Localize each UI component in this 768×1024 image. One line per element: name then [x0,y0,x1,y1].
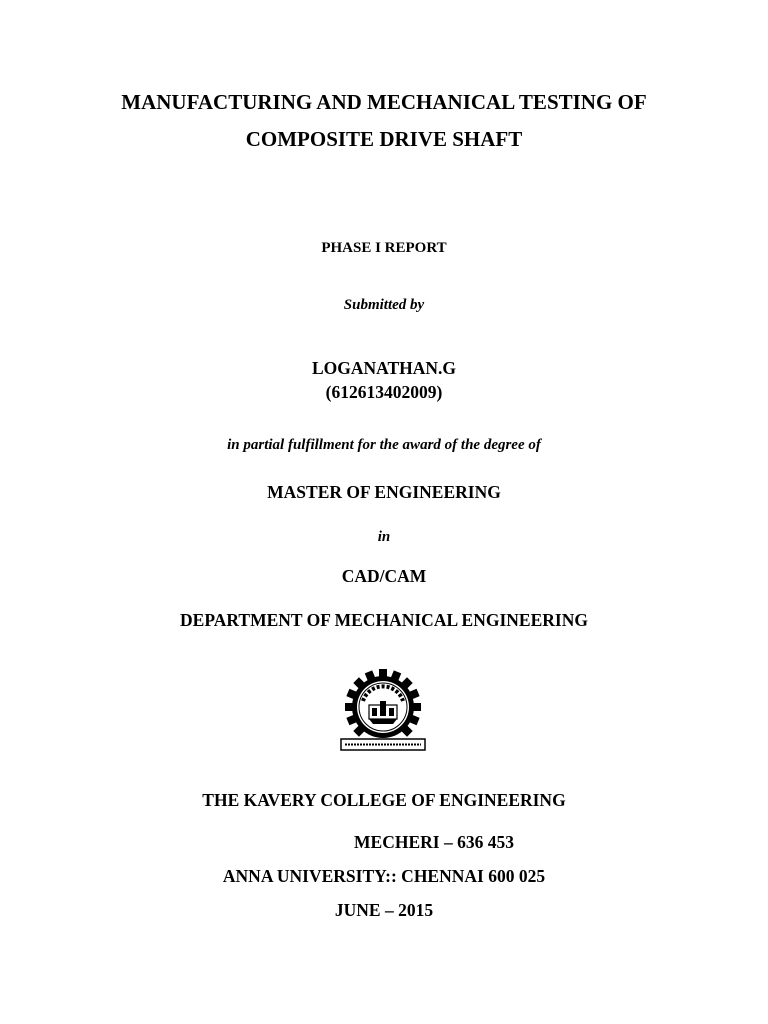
college-name: THE KAVERY COLLEGE OF ENGINEERING [202,790,566,810]
submitted-by-label: Submitted by [343,297,425,313]
university-emblem-icon [333,669,433,753]
report-type: PHASE I REPORT [321,240,447,256]
college-location: MECHERI – 636 453 [354,832,514,852]
in-label: in [377,529,391,545]
author-id: (612613402009) [325,382,443,402]
title-line-1: MANUFACTURING AND MECHANICAL TESTING OF [121,90,647,114]
university-address: ANNA UNIVERSITY:: CHENNAI 600 025 [222,866,546,886]
submission-date: JUNE – 2015 [334,900,434,920]
title-line-2: COMPOSITE DRIVE SHAFT [245,127,523,151]
fulfillment-statement: in partial fulfillment for the award of the degree of [227,437,541,453]
specialization: CAD/CAM [341,566,427,586]
degree-name: MASTER OF ENGINEERING [267,482,501,502]
author-name: LOGANATHAN.G [311,358,457,378]
department-name: DEPARTMENT OF MECHANICAL ENGINEERING [180,610,588,630]
anna-university-logo [333,669,433,753]
